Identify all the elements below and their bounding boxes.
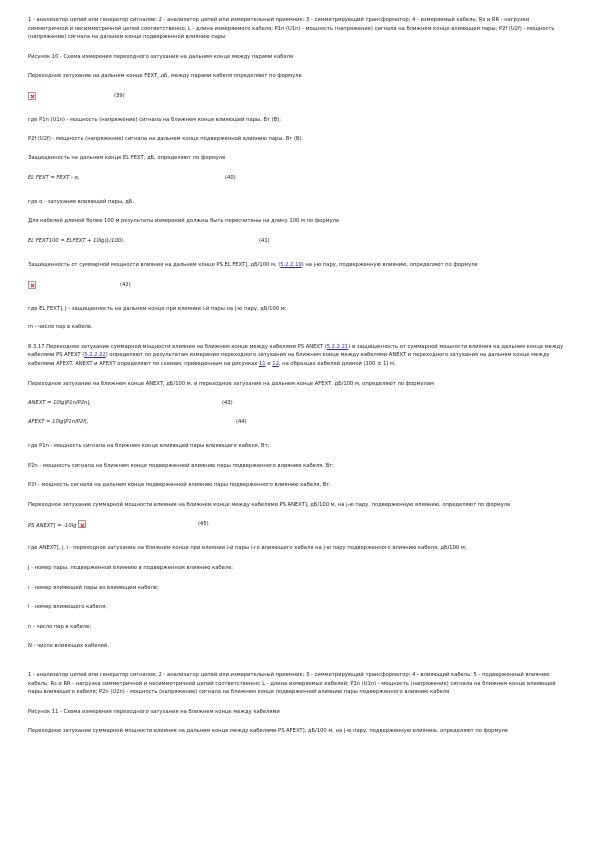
clause-link[interactable]: 5.2.2.19 [280,261,302,268]
clause-link[interactable]: 5.2.2.22 [84,352,106,359]
equation-number: (41) [259,237,270,244]
clause-link[interactable]: 5.2.2.21 [326,343,349,350]
equation-number: (44) [236,419,247,426]
definition-line: i - номер влияющей пары во влияющем кабеле; [28,584,159,591]
figure-11-caption: Рисунок 11 - Схема измерения переходного затухания на ближнем конце между кабелями [28,708,280,715]
figure-link[interactable]: 11 [258,360,266,367]
equation-number: (45) [198,521,209,528]
equation-number: (43) [222,400,233,407]
anext-intro: Переходное затухание на ближнем конце ANEXT, дБ/100 м, и переходное затухание на дальнем конце AFEXT, дБ/100 м, определяют по формулам [28,380,434,387]
broken-image-icon [28,92,36,100]
formula-40 [28,174,567,184]
formula-text: EL FEXT = FEXT - α, [28,174,80,181]
figure-link[interactable]: 12 [272,360,279,367]
length-intro: Для кабелей длиной более 100 м результаты измерений должны быть пересчитаны на длину 100 м по формуле [28,218,340,225]
definition-line: P2n - мощность сигнала на ближнем конце подверженной влиянию пары подверженного влиянию кабеля, Вт; [28,462,334,469]
definition-line: где P1n - мощность сигнала на ближнем конце влияющей пары влияющего кабеля, Вт; [28,443,270,450]
formula-43 [28,399,567,409]
ps-elfext-intro: Защищенность от суммарной мощности влияния на дальнем конце PS EL FEXT], дБ/100 м, (5.2.2.19) на j-ю пару, подверженную влиянию, определяют по формуле [28,261,478,268]
formula-44 [28,418,567,428]
definition-line: N - число влияющих кабелей. [28,643,109,650]
broken-image-icon [28,281,36,289]
definition-line: где P1n (U1n) - мощность (напряжение) сигнала на ближнем конце влияющей пары, Вт (В); [28,116,281,123]
formula-text: AFEXT = 10lg|P1n/P2f|, [28,419,89,426]
clause-8-3-17: 8.3.17 Переходное затухание суммарной мощности влияния на ближнем конце между кабелями PS ANEXT (5.2.2.21) и защищенность от суммарной мощности влияния на дальнем конце между кабелями PS AFEXT (5.2.2.22) определяют по результатам измерения переходного затухания на ближнем конце между кабелями ANEXT и переходного затухания на дальнем конце между кабелями AFEXT. ANEXT и AFEXT определяют по схемам, приведенным на рисунках 11 и 12, на образцах кабелей длиной (100 ± 1) м. [28,343,564,367]
definition-line: где ANEXT], j, i - переходное затухание на ближнем конце при влиянии i-й пары i-го влияющего кабеля на j-ю пару подверженного влиянию кабеля, дБ/100 м; [28,545,467,552]
equation-number: (40) [225,174,236,181]
broken-image-icon [78,520,86,528]
formula-41 [28,237,567,247]
definition-line: где α - затухание влияющей пары, дБ. [28,198,135,205]
definition-line: j - номер пары, подверженной влиянию в подверженном влиянию кабеле; [28,565,234,572]
ps-afext-intro: Переходное затухание суммарной мощности влияния на дальнем конце между кабелями PS AFEXT], дБ/100 м, на j-ю пару, подверженную влиянию, определяют по формуле [28,728,508,735]
formula-39 [28,92,567,102]
legend-paragraph: 1 - анализатор цепей или генератор сигналов; 2 - анализатор цепей или измерительный приемник; 3 - симметрирующий трансформатор; 4 - влияющий кабель; 5 - подверженный влиянию кабель; Rs и RR - нагрузка симметричной и несимметричной цепей соответственно; L - длина измеряемых кабелей; P1n (U1n) - мощность (напряжение) сигнала на ближнем конце влияющей пары влияющего кабеля; P2n (U2n) - мощность (напряжение) сигнала на ближнем конце подверженной влиянию пары подверженного влиянию кабеля [28,672,556,696]
formula-45 [28,520,567,530]
ps-anext-intro: Переходное затухание суммарной мощности влияния на ближнем конце между кабелями PS ANEXT], дБ/100 м, на j-ю пару, подверженную влиянию, определяют по формуле [28,501,511,508]
definition-line: где EL FEXT], j - защищенность на дальнем конце при влиянии i-й пары на j-ю пару, дБ/100 м; [28,305,287,312]
definition-line: P2f (U2f) - мощность (напряжение) сигнала на дальнем конце подверженной влиянию пары, Вт (В). [28,135,304,142]
definition-line: l - номер влияющего кабеля; [28,604,107,611]
definition-line: m - число пар в кабеле. [28,324,93,331]
legend-paragraph: 1 - анализатор цепей или генератор сигналов; 2 - анализатор цепей или измерительный приемник; 3 - симметрирующий трансформатор; 4 - измеряемый кабель; Rs и RR - нагрузки симметричной и несимметричной цепей соответственно; L - длина измеряемого кабеля; P1n (U1n) - мощность (напряжение) сигнала на ближнем конце влияющей пары; P2f (U2f) - мощность (напряжение) сигнала на дальнем конце подверженной влиянию пары [28,17,555,41]
formula-text: ANEXT = 10lg|P1n/P2n|; [28,400,91,407]
formula-text: PS ANEXT] = -10lg [28,523,77,530]
elfext-intro: Защищенность на дальнем конце EL FEXT, дБ, определяют по формуле [28,155,226,162]
equation-number: (39) [114,92,125,99]
formula-text: EL FEXT100 = ELFEXT + 10lg(L/100). [28,237,125,244]
figure-10-caption: Рисунок 10 - Схема измерения переходного затухания на дальнем конце между парами кабеля [28,53,294,60]
fext-intro: Переходное затухание на дальнем конце FEXT, дБ, между парами кабеля определяют по формуле [28,73,302,80]
definition-line: n - число пар в кабеле; [28,623,92,630]
equation-number: (42) [120,281,131,288]
formula-42 [28,281,567,291]
definition-line: P2f - мощность сигнала на дальнем конце подверженной влиянию пары подверженного влиянию кабеля, Вт. [28,482,331,489]
